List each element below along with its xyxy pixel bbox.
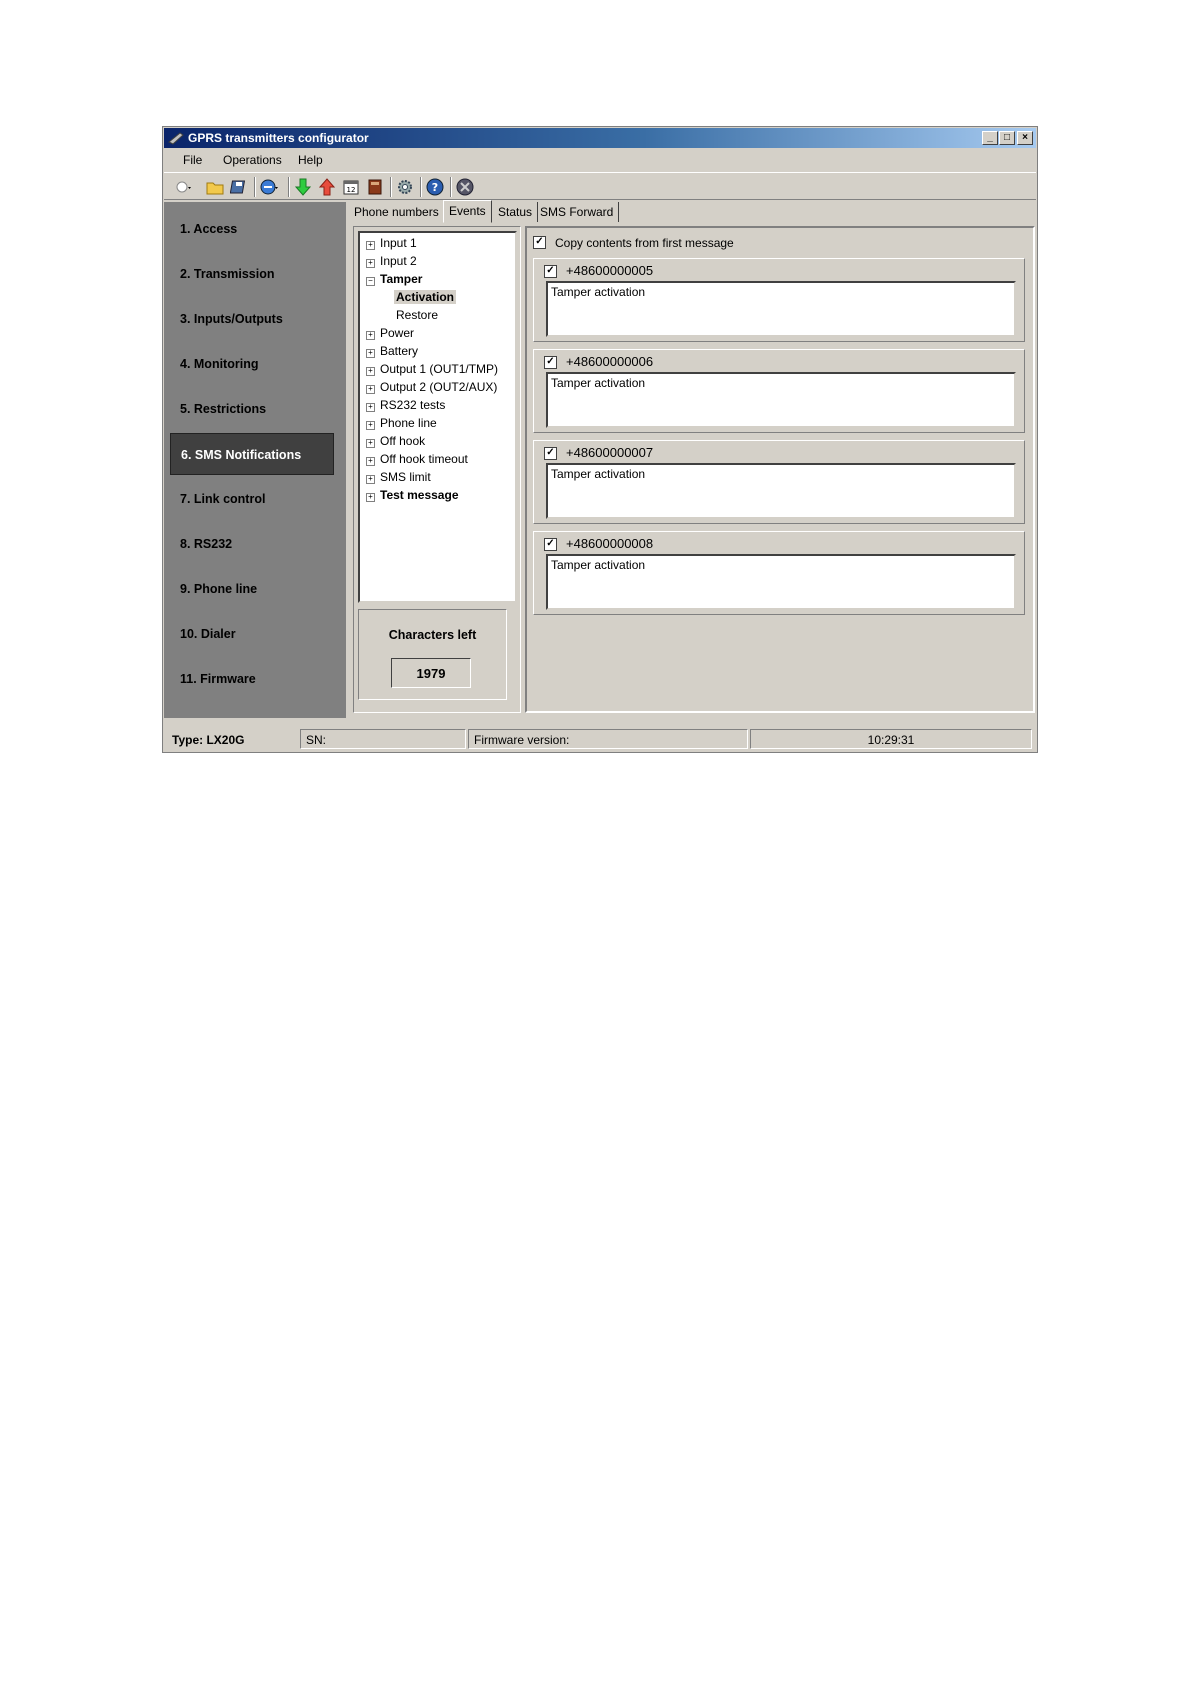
expand-icon[interactable]: + [366, 367, 375, 376]
status-device-type: Type: LX20G [172, 733, 245, 747]
expand-icon[interactable]: + [366, 457, 375, 466]
tree-item-restore[interactable]: Restore [396, 308, 439, 322]
copy-contents-label: Copy contents from first message [555, 236, 734, 250]
download-icon[interactable] [294, 178, 312, 196]
sidebar [164, 202, 346, 718]
minimize-icon[interactable]: _ [982, 131, 998, 145]
window-title: GPRS transmitters configurator [188, 131, 369, 145]
characters-left-box [358, 609, 507, 700]
phone-number: +48600000006 [566, 354, 654, 369]
phone-number: +48600000005 [566, 263, 654, 278]
phone-number: +48600000008 [566, 536, 654, 551]
toolbar-separator [450, 177, 452, 197]
tree-item-test-message[interactable]: Test message [380, 488, 459, 502]
toolbar-separator [390, 177, 392, 197]
copy-contents-checkbox[interactable]: ✓ [533, 236, 546, 249]
collapse-icon[interactable]: − [366, 277, 375, 286]
message-group [533, 258, 1025, 342]
expand-icon[interactable]: + [366, 349, 375, 358]
new-icon[interactable] [174, 178, 192, 196]
tree-item-output-1[interactable]: Output 1 (OUT1/TMP) [380, 362, 499, 376]
toolbar-separator [288, 177, 290, 197]
tree-item-power[interactable]: Power [380, 326, 415, 340]
messages-panel [525, 226, 1035, 713]
sidebar-item-sms-notifications[interactable]: 6. SMS Notifications [170, 433, 334, 475]
tree-item-rs232-tests[interactable]: RS232 tests [380, 398, 446, 412]
toolbar [164, 172, 1036, 200]
title-bar[interactable] [164, 128, 1036, 148]
message-enable-checkbox[interactable]: ✓ [544, 356, 557, 369]
tree-item-input-1[interactable]: Input 1 [380, 236, 417, 250]
expand-icon[interactable]: + [366, 241, 375, 250]
app-window [162, 126, 1038, 753]
characters-left-label: Characters left [388, 628, 477, 642]
save-icon[interactable] [230, 178, 248, 196]
app-icon [168, 131, 184, 145]
status-bar [164, 727, 1036, 751]
expand-icon[interactable]: + [366, 421, 375, 430]
expand-icon[interactable]: + [366, 475, 375, 484]
characters-left-value: 1979 [391, 658, 471, 688]
connect-icon[interactable] [260, 178, 278, 196]
events-tree[interactable] [358, 231, 517, 603]
expand-icon[interactable]: + [366, 385, 375, 394]
tab-phone-numbers[interactable]: Phone numbers [349, 202, 445, 222]
message-group [533, 440, 1025, 524]
tree-item-input-2[interactable]: Input 2 [380, 254, 417, 268]
message-text-field[interactable]: Tamper activation [546, 463, 1016, 519]
events-tree-panel [353, 226, 521, 713]
expand-icon[interactable]: + [366, 331, 375, 340]
expand-icon[interactable]: + [366, 403, 375, 412]
menu-operations[interactable]: Operations [223, 153, 282, 167]
open-folder-icon[interactable] [206, 178, 224, 196]
message-enable-checkbox[interactable]: ✓ [544, 265, 557, 278]
book-icon[interactable] [366, 178, 384, 196]
svg-text:12: 12 [346, 186, 356, 194]
message-text-field[interactable]: Tamper activation [546, 554, 1016, 610]
toolbar-separator [254, 177, 256, 197]
settings-icon[interactable] [396, 178, 414, 196]
tab-status[interactable]: Status [493, 202, 538, 222]
help-icon[interactable] [426, 178, 444, 196]
tree-item-battery[interactable]: Battery [380, 344, 419, 358]
tab-events[interactable]: Events [443, 200, 492, 223]
message-enable-checkbox[interactable]: ✓ [544, 447, 557, 460]
tree-item-phone-line[interactable]: Phone line [380, 416, 437, 430]
sidebar-item-monitoring[interactable]: 4. Monitoring [180, 357, 259, 371]
expand-icon[interactable]: + [366, 439, 375, 448]
tree-item-tamper[interactable]: Tamper [380, 272, 423, 286]
tree-item-output-2[interactable]: Output 2 (OUT2/AUX) [380, 380, 498, 394]
sidebar-item-link-control[interactable]: 7. Link control [180, 492, 266, 506]
menu-file[interactable]: File [183, 153, 203, 167]
maximize-icon[interactable]: □ [999, 131, 1015, 145]
tab-sms-forward[interactable]: SMS Forward [535, 202, 619, 222]
sidebar-item-dialer[interactable]: 10. Dialer [180, 627, 236, 641]
sidebar-item-phone-line[interactable]: 9. Phone line [180, 582, 258, 596]
sidebar-item-transmission[interactable]: 2. Transmission [180, 267, 275, 281]
tree-item-off-hook[interactable]: Off hook [380, 434, 426, 448]
message-enable-checkbox[interactable]: ✓ [544, 538, 557, 551]
calendar-icon[interactable] [342, 178, 360, 196]
content-area [347, 202, 1037, 718]
close-icon[interactable]: × [1017, 131, 1033, 145]
tree-item-activation[interactable]: Activation [396, 290, 455, 304]
toolbar-separator [420, 177, 422, 197]
sidebar-item-rs232[interactable]: 8. RS232 [180, 537, 233, 551]
upload-icon[interactable] [318, 178, 336, 196]
exit-icon[interactable] [456, 178, 474, 196]
expand-icon[interactable]: + [366, 493, 375, 502]
menu-help[interactable]: Help [298, 153, 323, 167]
svg-text:?: ? [431, 181, 439, 194]
status-serial-number: SN: [300, 729, 466, 749]
sidebar-item-access[interactable]: 1. Access [180, 222, 238, 236]
message-text-field[interactable]: Tamper activation [546, 372, 1016, 428]
sidebar-item-firmware[interactable]: 11. Firmware [180, 672, 256, 686]
expand-icon[interactable]: + [366, 259, 375, 268]
tree-item-sms-limit[interactable]: SMS limit [380, 470, 431, 484]
phone-number: +48600000007 [566, 445, 654, 460]
menu-bar [164, 149, 1036, 171]
message-group [533, 349, 1025, 433]
message-text-field[interactable]: Tamper activation [546, 281, 1016, 337]
sidebar-item-inputs-outputs[interactable]: 3. Inputs/Outputs [180, 312, 283, 326]
status-clock: 10:29:31 [750, 729, 1032, 749]
message-group [533, 531, 1025, 615]
status-firmware-version: Firmware version: [468, 729, 748, 749]
tree-item-off-hook-timeout[interactable]: Off hook timeout [380, 452, 468, 466]
sidebar-item-restrictions[interactable]: 5. Restrictions [180, 402, 267, 416]
